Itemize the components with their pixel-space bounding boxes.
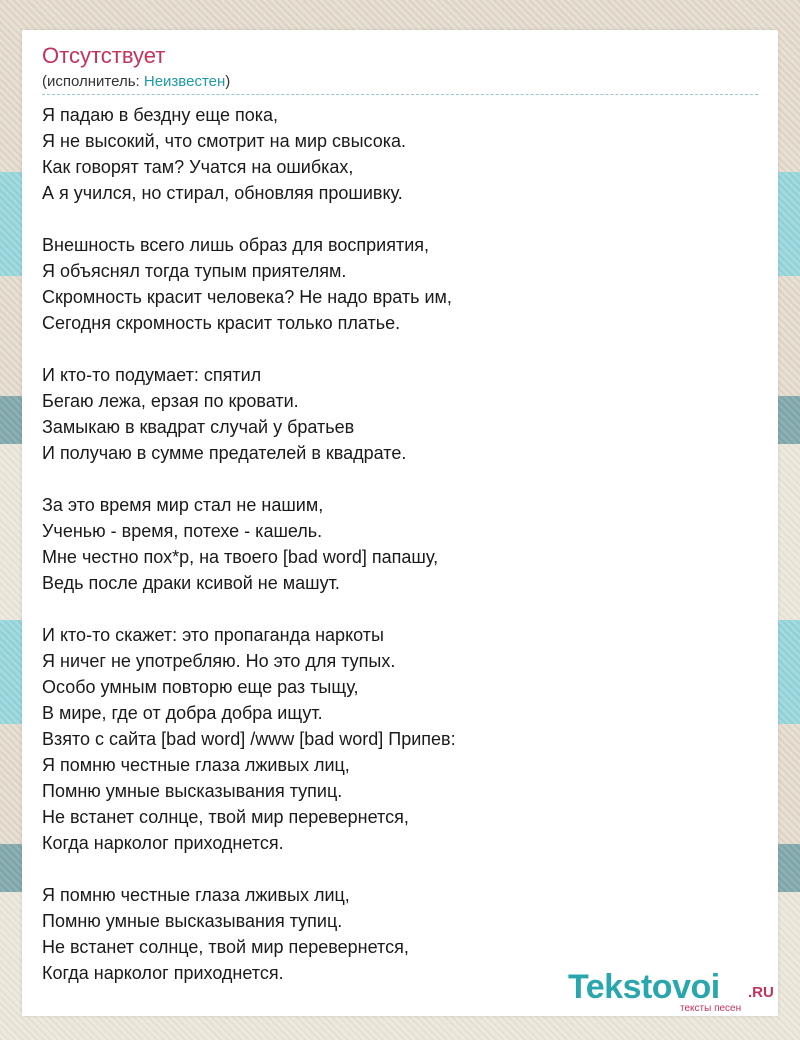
stanza-gap [42,466,456,492]
logo-domain-suffix: .RU [748,984,774,1001]
lyric-line: Мне честно пох*р, на твоего [bad word] папашу, [42,547,439,567]
artist-link[interactable]: Неизвестен [143,73,226,90]
lyric-line: Особо умным повторю еще раз тыщу, [42,677,359,697]
lyric-line: За это время мир стал не нашим, [42,495,324,515]
lyric-line: И кто-то скажет: это пропаганда наркоты [42,625,384,645]
lyric-line: Я объяснял тогда тупым приятелям. [42,261,347,281]
lyric-line: Сегодня скромность красит только платье. [42,313,401,333]
lyric-line: Скромность красит человека? Не надо врать им, [42,287,452,307]
lyric-line: Замыкаю в квадрат случай у братьев [42,417,355,437]
lyric-line: Помню умные высказывания тупиц. [42,781,343,801]
lyric-line: Помню умные высказывания тупиц. [42,911,343,931]
stanza-gap [42,206,456,232]
lyric-line: Я не высокий, что смотрит на мир свысока. [42,131,407,151]
title-divider [42,94,758,95]
lyric-line: И получаю в сумме предателей в квадрате. [42,443,407,463]
stanza-gap [42,596,456,622]
artist-suffix: ) [225,73,231,90]
lyric-line: Когда нарколог приходнется. [42,963,284,983]
lyric-line: Бегаю лежа, ерзая по кровати. [42,391,299,411]
artist-prefix: (исполнитель: [42,73,144,90]
stanza-gap [42,336,456,362]
lyric-line: В мире, где от добра добра ищут. [42,703,323,723]
lyric-line: Я ничег не употребляю. Но это для тупых. [42,651,396,671]
song-title: Отсутствует [42,43,166,68]
lyric-line: Как говорят там? Учатся на ошибках, [42,157,354,177]
lyric-line: Ученью - время, потехе - кашель. [42,521,323,541]
lyric-line: Не встанет солнце, твой мир перевернется, [42,937,409,957]
lyric-line: Взято с сайта [bad word] /www [bad word] Припев: [42,729,456,749]
logo-tagline: тексты песен [680,1003,742,1014]
lyrics-card [22,30,778,1016]
lyric-line: И кто-то подумает: спятил [42,365,262,385]
lyric-line: Не встанет солнце, твой мир перевернется, [42,807,409,827]
lyric-line: Когда нарколог приходнется. [42,833,284,853]
lyric-line: Ведь после драки ксивой не машут. [42,573,340,593]
site-logo[interactable] [568,970,778,1012]
lyric-line: Я падаю в бездну еще пока, [42,105,279,125]
lyric-line: Я помню честные глаза лживых лиц, [42,885,350,905]
lyric-line: А я учился, но стирал, обновляя прошивку. [42,183,403,203]
stanza-gap [42,856,456,882]
lyrics-body [42,102,456,986]
logo-main-text: Tekstovoi [568,968,720,1006]
artist-line [42,73,230,90]
lyric-line: Я помню честные глаза лживых лиц, [42,755,350,775]
lyric-line: Внешность всего лишь образ для восприятия, [42,235,430,255]
